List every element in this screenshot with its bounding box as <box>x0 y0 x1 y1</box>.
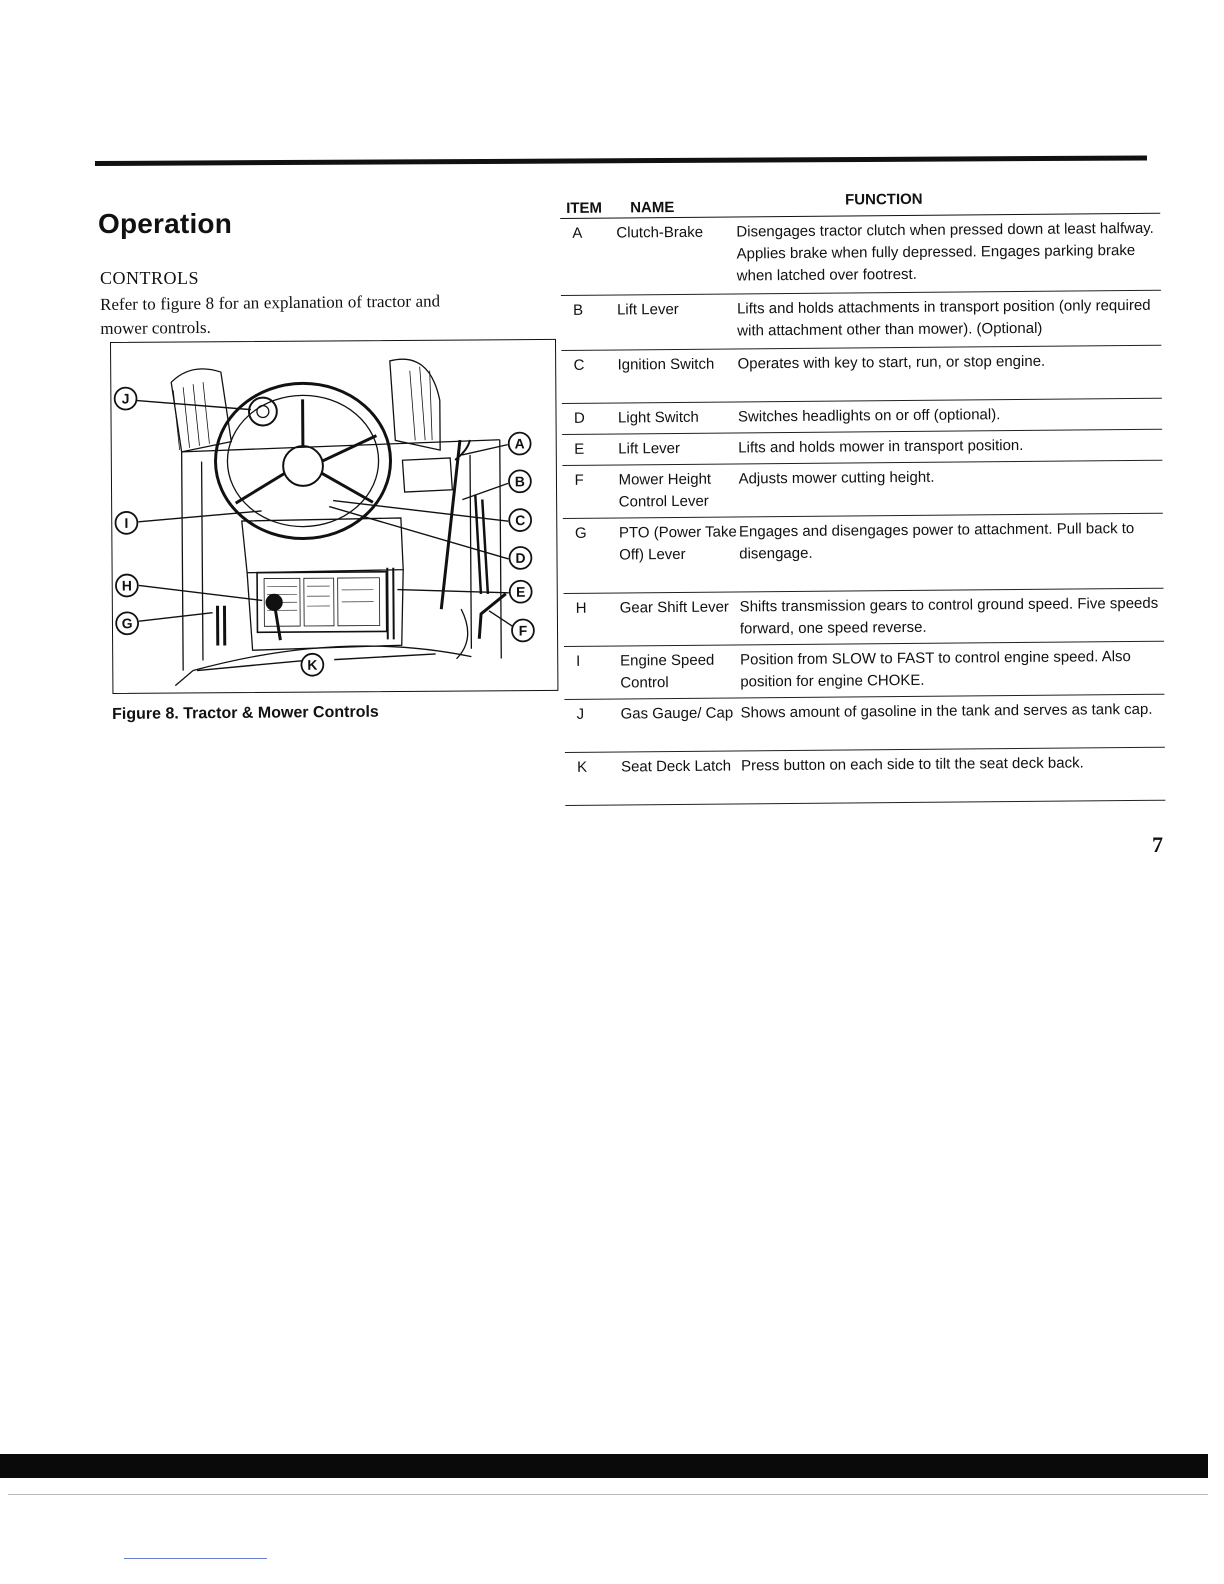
row-function: Operates with key to start, run, or stop engine. <box>737 352 1046 373</box>
svg-text:J: J <box>121 390 130 407</box>
row-name: Ignition Switch <box>617 355 715 374</box>
tractor-controls-figure <box>110 339 558 694</box>
table-row <box>561 346 1161 404</box>
svg-text:H: H <box>121 577 132 594</box>
row-function: Lifts and holds mower in transport position. <box>738 436 1024 457</box>
table-row <box>565 748 1165 806</box>
row-function: Press button on each side to tilt the seat deck back. <box>740 754 1084 775</box>
row-name: Gear Shift Lever <box>619 598 729 617</box>
row-function: Lifts and holds attachments in transport position (only required with attachment other than mower). (Optional) <box>736 296 1151 340</box>
row-function: Position from SLOW to FAST to control engine speed. Also position for engine CHOKE. <box>740 648 1131 691</box>
row-item: F <box>574 471 584 489</box>
row-name: PTO (Power Take Off) Lever <box>618 523 737 564</box>
svg-text:K: K <box>307 656 318 673</box>
row-item: G <box>574 524 587 542</box>
svg-text:E: E <box>515 583 526 600</box>
row-item: I <box>576 652 581 670</box>
row-item: A <box>572 224 583 242</box>
row-item: J <box>576 705 585 723</box>
row-function: Disengages tractor clutch when pressed down at least halfway. Applies brake when fully depressed. Engages parking brake when latched over footrest. <box>736 219 1154 285</box>
row-item: B <box>572 301 584 319</box>
svg-text:F: F <box>518 622 528 639</box>
table-row <box>561 291 1161 351</box>
svg-text:C: C <box>515 512 526 529</box>
row-item: E <box>574 440 585 458</box>
row-item: C <box>573 356 585 374</box>
section-title: Operation <box>98 208 233 239</box>
row-item: K <box>576 758 588 776</box>
row-name: Gas Gauge/ Cap <box>620 704 734 723</box>
page-number: 7 <box>1152 832 1163 857</box>
intro-text: Refer to figure 8 for an explanation of tractor and mower controls. <box>100 291 441 338</box>
row-name: Light Switch <box>617 408 699 427</box>
header-item: ITEM <box>566 199 603 217</box>
row-function: Shows amount of gasoline in the tank and serves as tank cap. <box>740 700 1153 722</box>
row-function: Shifts transmission gears to control ground speed. Five speeds forward, one speed reverse. <box>739 594 1159 638</box>
row-name: Seat Deck Latch <box>620 757 732 776</box>
row-name: Lift Lever <box>616 300 679 319</box>
row-name: Mower Height Control Lever <box>618 470 712 511</box>
bottom-scan-bar <box>0 1454 1208 1478</box>
row-function: Adjusts mower cutting height. <box>738 468 935 488</box>
blue-underline <box>124 1558 267 1559</box>
tractor-controls-illustration <box>111 340 557 693</box>
subsection-title: CONTROLS <box>100 268 200 288</box>
row-name: Clutch-Brake <box>616 223 704 242</box>
svg-text:D: D <box>515 549 526 566</box>
svg-text:B: B <box>514 473 525 490</box>
controls-table <box>560 185 1165 806</box>
svg-text:A: A <box>514 435 525 452</box>
bottom-divider <box>8 1494 1208 1495</box>
table-row <box>564 642 1164 700</box>
svg-text:G: G <box>121 615 133 632</box>
table-row <box>560 214 1161 296</box>
row-function: Switches headlights on or off (optional). <box>737 406 1001 426</box>
row-item: H <box>575 599 587 617</box>
row-function: Engages and disengages power to attachment. Pull back to disengage. <box>738 520 1135 563</box>
svg-text:I: I <box>124 514 129 531</box>
top-rule <box>95 155 1147 166</box>
row-name: Lift Lever <box>618 439 681 458</box>
table-row <box>563 514 1164 594</box>
header-function: FUNCTION <box>845 190 923 209</box>
table-row <box>564 589 1164 647</box>
row-name: Engine Speed Control <box>620 651 715 692</box>
header-name: NAME <box>630 199 675 217</box>
row-item: D <box>573 409 585 427</box>
figure-caption: Figure 8. Tractor & Mower Controls <box>112 703 379 723</box>
table-row <box>564 695 1164 753</box>
table-row <box>562 461 1162 519</box>
